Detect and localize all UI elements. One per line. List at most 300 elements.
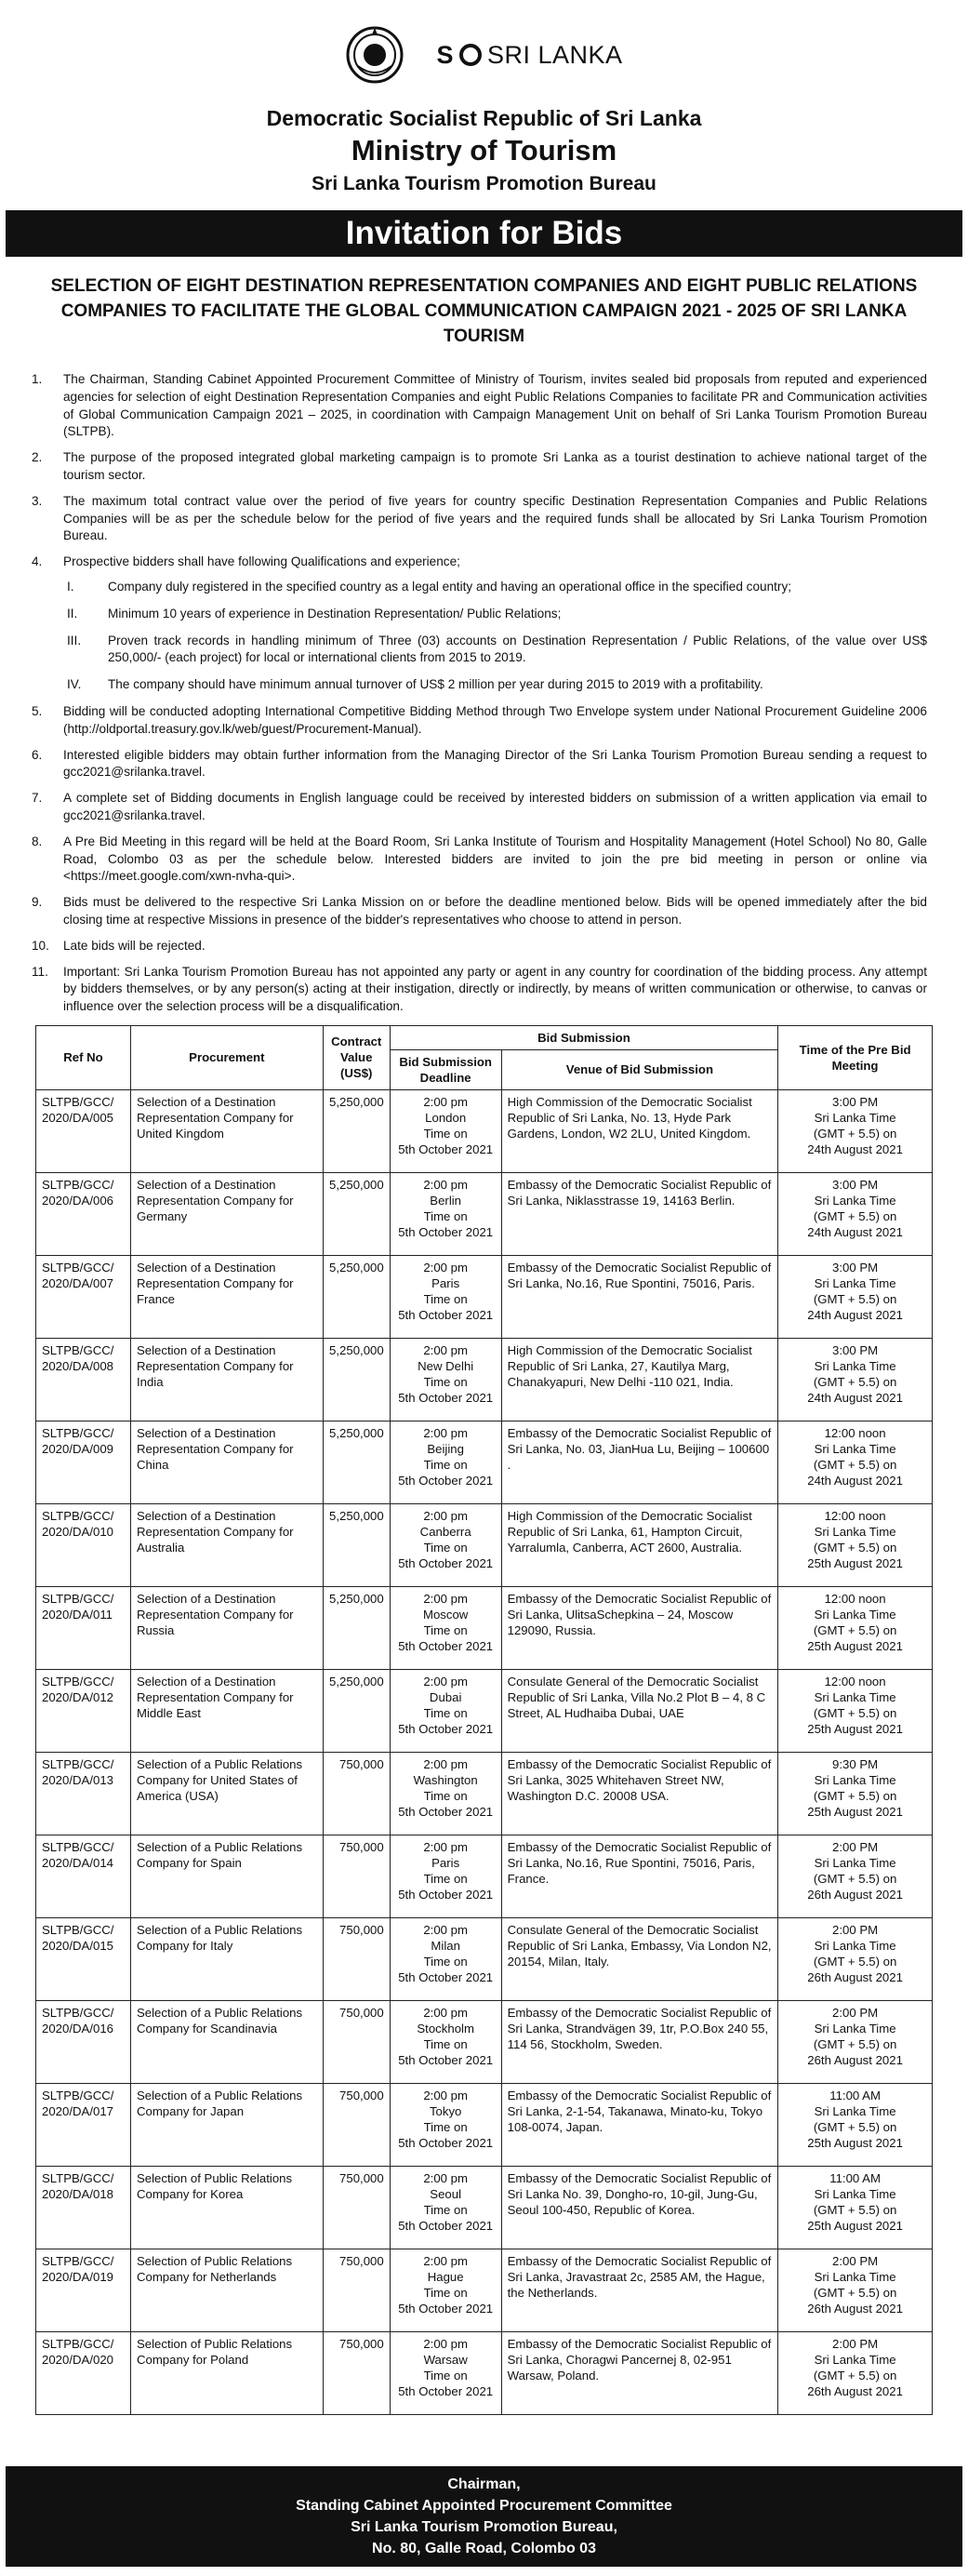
deadline-time: 2:00 pm <box>423 1839 468 1854</box>
clause-item <box>0 938 968 955</box>
value-cell: 750,000 <box>323 1835 390 1917</box>
prebid-cell <box>778 1752 933 1835</box>
value-cell: 5,250,000 <box>323 1172 390 1255</box>
deadline-date: 5th October 2021 <box>398 1887 494 1902</box>
deadline-cell <box>390 1835 501 1917</box>
header-ministry: Ministry of Tourism <box>351 134 617 167</box>
prebid-time: 3:00 PM <box>832 1260 879 1275</box>
clause-text: Late bids will be rejected. <box>63 938 206 953</box>
prebid-cell <box>778 1338 933 1421</box>
deadline-tail: Time on <box>423 1705 468 1720</box>
ref-cell: SLTPB/GCC/ 2020/DA/010 <box>36 1503 131 1586</box>
venue-cell: Embassy of the Democratic Socialist Republic of Sri Lanka, No. 03, JianHua Lu, Beijing – 100600 . <box>501 1421 778 1503</box>
deadline-city: Paris <box>431 1855 460 1870</box>
clause-number: 6. <box>32 747 43 762</box>
deadline-time: 2:00 pm <box>423 2088 468 2102</box>
deadline-city: Tokyo <box>429 2103 462 2118</box>
col-venue: Venue of Bid Submission <box>501 1049 778 1089</box>
deadline-time: 2:00 pm <box>423 1425 468 1440</box>
clause-number: 1. <box>32 372 43 386</box>
prebid-gmt: (GMT + 5.5) on <box>813 2119 897 2134</box>
deadline-date: 5th October 2021 <box>398 2301 494 2316</box>
clause-number: 10. <box>32 938 49 953</box>
value-cell: 5,250,000 <box>323 1255 390 1338</box>
prebid-date: 26th August 2021 <box>807 2301 903 2316</box>
deadline-tail: Time on <box>423 1871 468 1886</box>
footer-line-1: Chairman, <box>447 2476 521 2492</box>
clause-item <box>0 371 968 441</box>
clause-item <box>0 747 968 782</box>
prebid-date: 24th August 2021 <box>807 1473 903 1488</box>
prebid-cell <box>778 1089 933 1172</box>
deadline-date: 5th October 2021 <box>398 1224 494 1239</box>
venue-cell: High Commission of the Democratic Socialist Republic of Sri Lanka, 27, Kautilya Marg, Chanakyapuri, New Delhi -110 021, India. <box>501 1338 778 1421</box>
table-row <box>36 1669 933 1752</box>
prebid-cell <box>778 1669 933 1752</box>
ref-cell: SLTPB/GCC/ 2020/DA/016 <box>36 2000 131 2083</box>
deadline-date: 5th October 2021 <box>398 1721 494 1736</box>
table-row <box>36 2166 933 2249</box>
prebid-cell <box>778 1586 933 1669</box>
prebid-cell <box>778 1172 933 1255</box>
ref-cell: SLTPB/GCC/ 2020/DA/009 <box>36 1421 131 1503</box>
procurement-cell: Selection of Public Relations Company for Netherlands <box>130 2249 323 2331</box>
deadline-date: 5th October 2021 <box>398 1555 494 1570</box>
clause-text: Bidding will be conducted adopting International Competitive Bidding Method through Two Envelope system under National Procurement Guideline 2006 (http://oldportal.treasury.gov.lk/web/guest/Procurement-Manual). <box>63 703 927 736</box>
deadline-city: Seoul <box>430 2186 462 2201</box>
deadline-cell <box>390 2000 501 2083</box>
prebid-cell <box>778 1421 933 1503</box>
clause-number: 11. <box>32 964 48 979</box>
prebid-date: 26th August 2021 <box>807 1887 903 1902</box>
prebid-zone: Sri Lanka Time <box>814 1855 896 1870</box>
prebid-zone: Sri Lanka Time <box>814 1772 896 1787</box>
brand-name: SRI LANKA <box>486 40 623 69</box>
deadline-city: London <box>425 1110 467 1125</box>
venue-cell: Embassy of the Democratic Socialist Republic of Sri Lanka, UlitsaSchepkina – 24, Moscow 129090, Russia. <box>501 1586 778 1669</box>
prebid-zone: Sri Lanka Time <box>814 1275 896 1290</box>
deadline-cell <box>390 1089 501 1172</box>
ref-cell: SLTPB/GCC/ 2020/DA/007 <box>36 1255 131 1338</box>
prebid-date: 25th August 2021 <box>807 1721 903 1736</box>
clause-text: The purpose of the proposed integrated global marketing campaign is to promote Sri Lanka as a tourist destination to achieve national target of the tourism sector. <box>63 450 927 482</box>
clause-text: The Chairman, Standing Cabinet Appointed Procurement Committee of Ministry of Tourism, invites sealed bid proposals from reputed and experienced agencies for selection of eight Destination Representation Companies and eight Public Relations Companies to facilitate PR and Communication activities of Global Communication Campaign 2021 – 2025, in coordination with Campaign Management Unit on behalf of Sri Lanka Tourism Promotion Bureau (SLTPB). <box>63 372 927 439</box>
deadline-time: 2:00 pm <box>423 2005 468 2020</box>
prebid-gmt: (GMT + 5.5) on <box>813 1374 897 1389</box>
deadline-tail: Time on <box>423 2119 468 2134</box>
prebid-date: 24th August 2021 <box>807 1390 903 1405</box>
prebid-time: 9:30 PM <box>832 1756 879 1771</box>
clause-item <box>0 493 968 545</box>
invitation-banner: Invitation for Bids <box>6 210 962 257</box>
prebid-time: 2:00 PM <box>832 2336 879 2351</box>
value-cell: 750,000 <box>323 2000 390 2083</box>
value-cell: 5,250,000 <box>323 1338 390 1421</box>
venue-cell: Embassy of the Democratic Socialist Republic of Sri Lanka No. 39, Dongho-ro, 10-gil, Jung-Gu, Seoul 100-450, Republic of Korea. <box>501 2166 778 2249</box>
deadline-cell <box>390 1917 501 2000</box>
table-row <box>36 1752 933 1835</box>
header-bureau: Sri Lanka Tourism Promotion Bureau <box>312 173 656 194</box>
deadline-time: 2:00 pm <box>423 1508 468 1523</box>
col-procurement: Procurement <box>130 1025 323 1089</box>
prebid-zone: Sri Lanka Time <box>814 2352 896 2367</box>
clause-item <box>0 790 968 825</box>
deadline-date: 5th October 2021 <box>398 2218 494 2233</box>
deadline-tail: Time on <box>423 1954 468 1969</box>
prebid-gmt: (GMT + 5.5) on <box>813 1457 897 1472</box>
value-cell: 5,250,000 <box>323 1586 390 1669</box>
clause-number: 3. <box>32 493 43 508</box>
deadline-date: 5th October 2021 <box>398 1307 494 1322</box>
prebid-date: 24th August 2021 <box>807 1141 903 1156</box>
deadline-time: 2:00 pm <box>423 2336 468 2351</box>
table-row <box>36 2331 933 2414</box>
deadline-date: 5th October 2021 <box>398 1804 494 1819</box>
value-cell: 5,250,000 <box>323 1089 390 1172</box>
deadline-date: 5th October 2021 <box>398 2052 494 2067</box>
deadline-cell <box>390 1586 501 1669</box>
deadline-tail: Time on <box>423 1126 468 1141</box>
clause-text: A Pre Bid Meeting in this regard will be held at the Board Room, Sri Lanka Institute of Tourism and Hospitality Management (Hotel School) No 80, Galle Road, Colombo 03 as per the schedule below. Interested bidders are invited to join the pre bid meeting in person or online via <https://meet.google.com/xwn-nvha-qui>. <box>63 834 927 884</box>
footer-line-4: No. 80, Galle Road, Colombo 03 <box>372 2541 596 2556</box>
deadline-cell <box>390 2331 501 2414</box>
deadline-city: Paris <box>431 1275 460 1290</box>
clause-item <box>0 554 968 694</box>
prebid-zone: Sri Lanka Time <box>814 2186 896 2201</box>
col-contract-value: Contract Value (US$) <box>323 1025 390 1089</box>
clause-list <box>0 371 968 1016</box>
table-row <box>36 1917 933 2000</box>
table-row <box>36 1172 933 1255</box>
deadline-tail: Time on <box>423 1457 468 1472</box>
col-ref: Ref No <box>36 1025 131 1089</box>
prebid-time: 3:00 PM <box>832 1342 879 1357</box>
table-row <box>36 2000 933 2083</box>
venue-cell: Embassy of the Democratic Socialist Republic of Sri Lanka, Niklasstrasse 19, 14163 Berlin. <box>501 1172 778 1255</box>
prebid-cell <box>778 2083 933 2166</box>
clause-number: 2. <box>32 450 43 465</box>
ref-cell: SLTPB/GCC/ 2020/DA/013 <box>36 1752 131 1835</box>
value-cell: 750,000 <box>323 2166 390 2249</box>
ref-cell: SLTPB/GCC/ 2020/DA/018 <box>36 2166 131 2249</box>
prebid-zone: Sri Lanka Time <box>814 2269 896 2284</box>
deadline-tail: Time on <box>423 1374 468 1389</box>
clause-text: The maximum total contract value over the period of five years for country specific Destination Representation Companies and Public Relations Companies will be as per the schedule below for the period of five years and the required funds shall be allocated by Sri Lanka Tourism Promotion Bureau. <box>63 493 927 543</box>
venue-cell: Embassy of the Democratic Socialist Republic of Sri Lanka, No.16, Rue Spontini, 75016, Paris. <box>501 1255 778 1338</box>
deadline-tail: Time on <box>423 2036 468 2051</box>
deadline-cell <box>390 1421 501 1503</box>
prebid-zone: Sri Lanka Time <box>814 1689 896 1704</box>
deadline-date: 5th October 2021 <box>398 1473 494 1488</box>
table-row <box>36 2249 933 2331</box>
prebid-date: 25th August 2021 <box>807 2218 903 2233</box>
bid-schedule-table <box>35 1025 933 2415</box>
prebid-gmt: (GMT + 5.5) on <box>813 1126 897 1141</box>
procurement-cell: Selection of a Destination Representation Company for Russia <box>130 1586 323 1669</box>
prebid-cell <box>778 2000 933 2083</box>
prebid-time: 11:00 AM <box>829 2170 881 2185</box>
prebid-time: 2:00 PM <box>832 1922 879 1937</box>
prebid-gmt: (GMT + 5.5) on <box>813 1540 897 1555</box>
qualification-number: II. <box>67 606 78 621</box>
prebid-time: 2:00 PM <box>832 2005 879 2020</box>
ref-cell: SLTPB/GCC/ 2020/DA/011 <box>36 1586 131 1669</box>
prebid-time: 2:00 PM <box>832 2253 879 2268</box>
table-row <box>36 1503 933 1586</box>
header-logos <box>0 0 968 86</box>
venue-cell: Embassy of the Democratic Socialist Republic of Sri Lanka, Strandvägen 39, 1tr, P.O.Box 240 55, 114 56, Stockholm, Sweden. <box>501 2000 778 2083</box>
value-cell: 750,000 <box>323 2083 390 2166</box>
prebid-time: 11:00 AM <box>829 2088 881 2102</box>
prebid-zone: Sri Lanka Time <box>814 1607 896 1622</box>
deadline-city: Berlin <box>430 1193 462 1208</box>
clause-text: Prospective bidders shall have following Qualifications and experience; <box>63 554 460 569</box>
prebid-zone: Sri Lanka Time <box>814 1938 896 1953</box>
ref-cell: SLTPB/GCC/ 2020/DA/015 <box>36 1917 131 2000</box>
deadline-cell <box>390 2249 501 2331</box>
deadline-date: 5th October 2021 <box>398 2383 494 2398</box>
deadline-city: Milan <box>431 1938 460 1953</box>
clause-item <box>0 964 968 1016</box>
procurement-cell: Selection of a Public Relations Company for Scandinavia <box>130 2000 323 2083</box>
deadline-city: Beijing <box>427 1441 464 1456</box>
deadline-tail: Time on <box>423 2368 468 2382</box>
prebid-gmt: (GMT + 5.5) on <box>813 2368 897 2382</box>
clause-item <box>0 834 968 886</box>
ref-cell: SLTPB/GCC/ 2020/DA/012 <box>36 1669 131 1752</box>
header-country: Democratic Socialist Republic of Sri Lanka <box>266 106 702 130</box>
value-cell: 750,000 <box>323 2249 390 2331</box>
prebid-time: 3:00 PM <box>832 1094 879 1109</box>
deadline-tail: Time on <box>423 1788 468 1803</box>
deadline-tail: Time on <box>423 1540 468 1555</box>
prebid-gmt: (GMT + 5.5) on <box>813 1622 897 1637</box>
procurement-cell: Selection of a Destination Representation Company for Australia <box>130 1503 323 1586</box>
sri-lanka-brand-logo <box>436 41 622 70</box>
ref-cell: SLTPB/GCC/ 2020/DA/020 <box>36 2331 131 2414</box>
prebid-gmt: (GMT + 5.5) on <box>813 2285 897 2300</box>
bid-rows <box>36 1089 933 2414</box>
procurement-cell: Selection of a Destination Representation Company for China <box>130 1421 323 1503</box>
clause-item <box>0 894 968 929</box>
clause-number: 7. <box>32 791 43 806</box>
prebid-date: 26th August 2021 <box>807 2052 903 2067</box>
col-deadline: Bid Submission Deadline <box>390 1049 501 1089</box>
subject-title: SELECTION OF EIGHT DESTINATION REPRESENTATION COMPANIES AND EIGHT PUBLIC RELATIONS COMPANIES TO FACILITATE THE GLOBAL COMMUNICATION CAMPAIGN 2021 - 2025 OF SRI LANKA TOURISM <box>50 276 918 346</box>
qualification-item <box>63 633 927 668</box>
qualification-text: Minimum 10 years of experience in Destination Representation/ Public Relations; <box>108 606 562 621</box>
prebid-gmt: (GMT + 5.5) on <box>813 1291 897 1306</box>
venue-cell: Consulate General of the Democratic Socialist Republic of Sri Lanka, Embassy, Via London N2, 20154, Milan, Italy. <box>501 1917 778 2000</box>
venue-cell: High Commission of the Democratic Socialist Republic of Sri Lanka, 61, Hampton Circuit, Yarralumla, Canberra, ACT 2600, Australia. <box>501 1503 778 1586</box>
procurement-cell: Selection of a Destination Representation Company for United Kingdom <box>130 1089 323 1172</box>
qualification-number: I. <box>67 579 74 594</box>
deadline-time: 2:00 pm <box>423 2253 468 2268</box>
venue-cell: High Commission of the Democratic Socialist Republic of Sri Lanka, No. 13, Hyde Park Gardens, London, W2 2LU, United Kingdom. <box>501 1089 778 1172</box>
value-cell: 750,000 <box>323 2331 390 2414</box>
table-row <box>36 1586 933 1669</box>
qualification-text: The company should have minimum annual turnover of US$ 2 million per year during 2015 to 2019 with a profitability. <box>108 677 763 692</box>
venue-cell: Embassy of the Democratic Socialist Republic of Sri Lanka, 2-1-54, Takanawa, Minato-ku, Tokyo 108-0074, Japan. <box>501 2083 778 2166</box>
clause-number: 8. <box>32 834 43 848</box>
clause-text: Important: Sri Lanka Tourism Promotion Bureau has not appointed any party or agent in any country for coordination of the bidding process. Any attempt by bidders themselves, or by any person(s) acting at their instigation, directly or indirectly, by means of written communication or otherwise, to canvas or influence over the selection process will be a disqualification. <box>63 964 927 1014</box>
deadline-cell <box>390 1669 501 1752</box>
prebid-gmt: (GMT + 5.5) on <box>813 1954 897 1969</box>
prebid-date: 26th August 2021 <box>807 2383 903 2398</box>
deadline-cell <box>390 1503 501 1586</box>
deadline-cell <box>390 2166 501 2249</box>
footer-line-2: Standing Cabinet Appointed Procurement Committee <box>296 2498 672 2514</box>
qualification-text: Company duly registered in the specified country as a legal entity and having an operational office in the specified country; <box>108 579 792 594</box>
venue-cell: Consulate General of the Democratic Socialist Republic of Sri Lanka, Villa No.2 Plot B – 4, 8 C Street, AL Hudhaiba Dubai, UAE <box>501 1669 778 1752</box>
prebid-zone: Sri Lanka Time <box>814 2103 896 2118</box>
procurement-cell: Selection of Public Relations Company for Korea <box>130 2166 323 2249</box>
prebid-cell <box>778 2331 933 2414</box>
ref-cell: SLTPB/GCC/ 2020/DA/017 <box>36 2083 131 2166</box>
deadline-city: Dubai <box>429 1689 462 1704</box>
deadline-city: Stockholm <box>417 2021 474 2035</box>
deadline-cell <box>390 1752 501 1835</box>
venue-cell: Embassy of the Democratic Socialist Republic of Sri Lanka, 3025 Whitehaven Street NW, Washington D.C. 20008 USA. <box>501 1752 778 1835</box>
clause-text: A complete set of Bidding documents in English language could be received by interested bidders on submission of a written application via email to gcc2021@srilanka.travel. <box>63 791 927 822</box>
prebid-zone: Sri Lanka Time <box>814 1524 896 1539</box>
venue-cell: Embassy of the Democratic Socialist Republic of Sri Lanka, Jravastraat 2c, 2585 AM, the Hague, the Netherlands. <box>501 2249 778 2331</box>
deadline-time: 2:00 pm <box>423 1922 468 1937</box>
prebid-date: 24th August 2021 <box>807 1307 903 1322</box>
brand-letter: S <box>436 40 454 69</box>
prebid-date: 25th August 2021 <box>807 1804 903 1819</box>
prebid-cell <box>778 1255 933 1338</box>
procurement-cell: Selection of a Destination Representation Company for Middle East <box>130 1669 323 1752</box>
prebid-cell <box>778 2166 933 2249</box>
venue-cell: Embassy of the Democratic Socialist Republic of Sri Lanka, Choragwi Pancernej 8, 02-951 Warsaw, Poland. <box>501 2331 778 2414</box>
deadline-time: 2:00 pm <box>423 2170 468 2185</box>
prebid-time: 12:00 noon <box>824 1674 886 1688</box>
procurement-cell: Selection of a Destination Representation Company for France <box>130 1255 323 1338</box>
prebid-date: 25th August 2021 <box>807 2135 903 2150</box>
deadline-date: 5th October 2021 <box>398 1638 494 1653</box>
deadline-city: Washington <box>413 1772 478 1787</box>
deadline-date: 5th October 2021 <box>398 1969 494 1984</box>
clause-number: 9. <box>32 895 43 910</box>
ref-cell: SLTPB/GCC/ 2020/DA/019 <box>36 2249 131 2331</box>
prebid-zone: Sri Lanka Time <box>814 1193 896 1208</box>
table-row <box>36 1089 933 1172</box>
prebid-cell <box>778 1835 933 1917</box>
value-cell: 5,250,000 <box>323 1669 390 1752</box>
procurement-cell: Selection of a Public Relations Company for Spain <box>130 1835 323 1917</box>
clause-text: Interested eligible bidders may obtain further information from the Managing Director of the Sri Lanka Tourism Promotion Bureau sending a request to gcc2021@srilanka.travel. <box>63 747 927 780</box>
deadline-tail: Time on <box>423 1622 468 1637</box>
value-cell: 750,000 <box>323 1752 390 1835</box>
qualification-number: III. <box>67 633 82 647</box>
prebid-time: 12:00 noon <box>824 1508 886 1523</box>
col-bid-submission: Bid Submission <box>390 1025 777 1049</box>
state-emblem-icon <box>345 25 404 85</box>
table-row <box>36 1338 933 1421</box>
deadline-time: 2:00 pm <box>423 1342 468 1357</box>
clause-number: 4. <box>32 554 43 569</box>
qualification-list <box>63 579 927 694</box>
prebid-gmt: (GMT + 5.5) on <box>813 2036 897 2051</box>
prebid-gmt: (GMT + 5.5) on <box>813 1788 897 1803</box>
deadline-tail: Time on <box>423 2202 468 2217</box>
prebid-gmt: (GMT + 5.5) on <box>813 1871 897 1886</box>
table-row <box>36 1255 933 1338</box>
deadline-time: 2:00 pm <box>423 1177 468 1192</box>
prebid-zone: Sri Lanka Time <box>814 1441 896 1456</box>
clause-item <box>0 703 968 739</box>
deadline-cell <box>390 1255 501 1338</box>
deadline-cell <box>390 1338 501 1421</box>
table-row <box>36 1421 933 1503</box>
procurement-cell: Selection of a Public Relations Company for Japan <box>130 2083 323 2166</box>
prebid-cell <box>778 2249 933 2331</box>
deadline-tail: Time on <box>423 1291 468 1306</box>
qualification-item <box>63 676 927 694</box>
prebid-time: 3:00 PM <box>832 1177 879 1192</box>
prebid-gmt: (GMT + 5.5) on <box>813 2202 897 2217</box>
clause-item <box>0 449 968 485</box>
deadline-time: 2:00 pm <box>423 1756 468 1771</box>
brand-ring-icon <box>459 44 482 66</box>
deadline-city: Hague <box>427 2269 464 2284</box>
deadline-tail: Time on <box>423 1208 468 1223</box>
deadline-time: 2:00 pm <box>423 1674 468 1688</box>
procurement-cell: Selection of a Public Relations Company for United States of America (USA) <box>130 1752 323 1835</box>
deadline-city: Canberra <box>419 1524 471 1539</box>
value-cell: 5,250,000 <box>323 1421 390 1503</box>
prebid-date: 25th August 2021 <box>807 1638 903 1653</box>
prebid-zone: Sri Lanka Time <box>814 2021 896 2035</box>
deadline-time: 2:00 pm <box>423 1094 468 1109</box>
prebid-gmt: (GMT + 5.5) on <box>813 1705 897 1720</box>
prebid-time: 12:00 noon <box>824 1425 886 1440</box>
prebid-cell <box>778 1503 933 1586</box>
qualification-text: Proven track records in handling minimum of Three (03) accounts on Destination Representation / Public Relations, of the value over US$ 250,000/- (each project) for local or international clients from 2015 to 2019. <box>108 633 927 665</box>
value-cell: 5,250,000 <box>323 1503 390 1586</box>
procurement-cell: Selection of a Public Relations Company for Italy <box>130 1917 323 2000</box>
signature-footer <box>6 2466 962 2567</box>
value-cell: 750,000 <box>323 1917 390 2000</box>
deadline-time: 2:00 pm <box>423 1591 468 1606</box>
deadline-city: Moscow <box>422 1607 469 1622</box>
procurement-cell: Selection of a Destination Representation Company for India <box>130 1338 323 1421</box>
deadline-date: 5th October 2021 <box>398 1390 494 1405</box>
deadline-time: 2:00 pm <box>423 1260 468 1275</box>
prebid-gmt: (GMT + 5.5) on <box>813 1208 897 1223</box>
ref-cell: SLTPB/GCC/ 2020/DA/005 <box>36 1089 131 1172</box>
prebid-zone: Sri Lanka Time <box>814 1358 896 1373</box>
deadline-cell <box>390 1172 501 1255</box>
deadline-city: Warsaw <box>423 2352 468 2367</box>
prebid-date: 25th August 2021 <box>807 1555 903 1570</box>
ref-cell: SLTPB/GCC/ 2020/DA/008 <box>36 1338 131 1421</box>
table-row <box>36 1835 933 1917</box>
prebid-zone: Sri Lanka Time <box>814 1110 896 1125</box>
deadline-city: New Delhi <box>418 1358 474 1373</box>
prebid-time: 2:00 PM <box>832 1839 879 1854</box>
prebid-cell <box>778 1917 933 2000</box>
prebid-date: 24th August 2021 <box>807 1224 903 1239</box>
footer-line-3: Sri Lanka Tourism Promotion Bureau, <box>351 2519 617 2535</box>
qualification-item <box>63 606 927 623</box>
venue-cell: Embassy of the Democratic Socialist Republic of Sri Lanka, No.16, Rue Spontini, 75016, Paris, France. <box>501 1835 778 1917</box>
qualification-item <box>63 579 927 596</box>
table-row <box>36 2083 933 2166</box>
clause-number: 5. <box>32 703 43 718</box>
prebid-time: 12:00 noon <box>824 1591 886 1606</box>
